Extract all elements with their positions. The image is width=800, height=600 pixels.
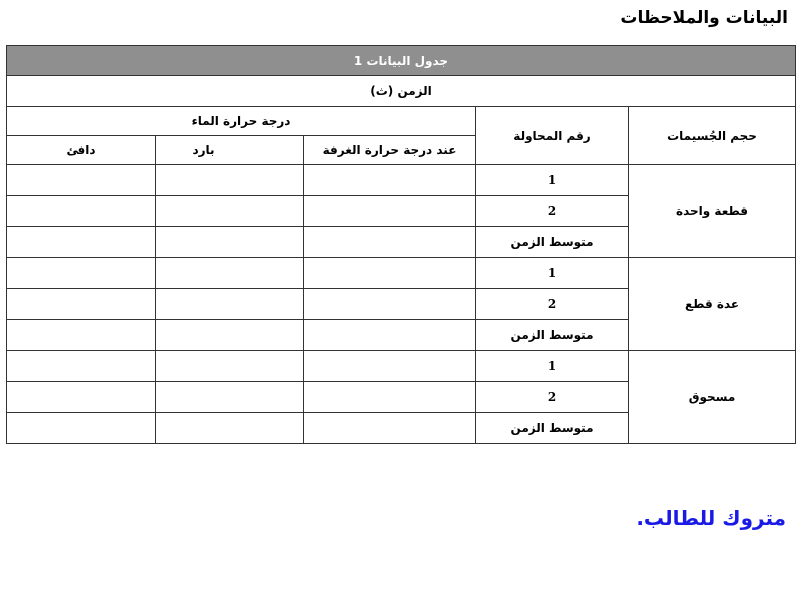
header-particle-size: حجم الجُسيمات [629,107,796,165]
header-trial-number: رقم المحاولة [476,107,629,165]
input-cell[interactable] [7,382,156,413]
input-cell[interactable] [7,413,156,444]
header-room-temp: عند درجة حرارة الغرفة [304,136,476,165]
input-cell[interactable] [156,413,304,444]
table-row [7,351,796,382]
input-cell[interactable] [156,351,304,382]
trial-cell: 2 [476,196,629,227]
input-cell[interactable] [304,196,476,227]
input-cell[interactable] [7,320,156,351]
input-cell[interactable] [156,320,304,351]
input-cell[interactable] [304,382,476,413]
size-label: مسحوق [629,351,796,444]
input-cell[interactable] [7,196,156,227]
table-row [7,258,796,289]
trial-cell: 2 [476,289,629,320]
student-note: متروك للطالب. [636,506,786,530]
average-time-label: متوسط الزمن [476,413,629,444]
table-title: جدول البيانات 1 [7,46,796,76]
trial-cell: 1 [476,165,629,196]
table-subtitle: الزمن (ث) [7,76,796,107]
header-water-temperature: درجة حرارة الماء [7,107,476,136]
input-cell[interactable] [304,258,476,289]
input-cell[interactable] [304,413,476,444]
input-cell[interactable] [7,351,156,382]
input-cell[interactable] [7,227,156,258]
trial-cell: 2 [476,382,629,413]
input-cell[interactable] [156,165,304,196]
input-cell[interactable] [7,258,156,289]
header-cold: بارد [156,136,304,165]
page-heading: البيانات والملاحظات [620,8,788,28]
input-cell[interactable] [304,227,476,258]
average-time-label: متوسط الزمن [476,227,629,258]
data-table [6,45,796,444]
input-cell[interactable] [156,227,304,258]
input-cell[interactable] [156,196,304,227]
trial-cell: 1 [476,258,629,289]
input-cell[interactable] [156,382,304,413]
trial-cell: 1 [476,351,629,382]
table-row [7,165,796,196]
input-cell[interactable] [156,289,304,320]
input-cell[interactable] [304,289,476,320]
input-cell[interactable] [156,258,304,289]
average-time-label: متوسط الزمن [476,320,629,351]
size-label: قطعة واحدة [629,165,796,258]
input-cell[interactable] [7,289,156,320]
size-label: عدة قطع [629,258,796,351]
input-cell[interactable] [304,320,476,351]
header-warm: دافئ [7,136,156,165]
input-cell[interactable] [7,165,156,196]
input-cell[interactable] [304,165,476,196]
input-cell[interactable] [304,351,476,382]
